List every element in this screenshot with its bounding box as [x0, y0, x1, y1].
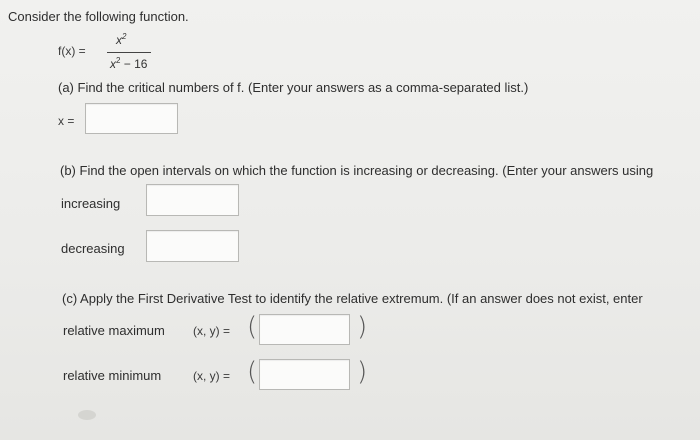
- relative-maximum-label: relative maximum: [63, 323, 165, 338]
- relative-maximum-input[interactable]: [259, 314, 350, 345]
- denominator-base: x: [110, 57, 116, 71]
- relative-minimum-input[interactable]: [259, 359, 350, 390]
- part-c-prompt: (c) Apply the First Derivative Test to identify the relative extremum. (If an answer does not exist, enter: [62, 291, 643, 306]
- denominator-rest: − 16: [120, 57, 148, 71]
- numerator-exponent: 2: [122, 32, 127, 41]
- numerator-base: x: [116, 33, 122, 47]
- relative-maximum-open-paren: (: [247, 312, 258, 342]
- relative-minimum-close-paren: ): [357, 357, 368, 387]
- decreasing-label: decreasing: [61, 241, 125, 256]
- critical-numbers-input[interactable]: [85, 103, 178, 134]
- decreasing-input[interactable]: [146, 230, 239, 262]
- increasing-label: increasing: [61, 196, 121, 211]
- increasing-input[interactable]: [146, 184, 239, 216]
- relative-minimum-label: relative minimum: [63, 368, 162, 383]
- function-numerator: [116, 33, 126, 47]
- relative-maximum-close-paren: ): [357, 312, 368, 342]
- relative-minimum-xy-label: (x, y) =: [193, 369, 231, 383]
- part-a-prompt: (a) Find the critical numbers of f. (Enter your answers as a comma-separated list.): [58, 80, 529, 95]
- intro-text: Consider the following function.: [8, 9, 189, 24]
- fraction-bar: [107, 52, 151, 53]
- screen-smudge: [78, 410, 96, 420]
- denominator-exponent: 2: [116, 56, 121, 65]
- function-lhs: f(x) =: [58, 44, 86, 58]
- critical-numbers-label: x =: [58, 114, 75, 128]
- part-b-prompt: (b) Find the open intervals on which the function is increasing or decreasing. (Enter your answers using: [60, 163, 654, 178]
- relative-maximum-xy-label: (x, y) =: [193, 324, 231, 338]
- function-denominator: [110, 57, 147, 71]
- relative-minimum-open-paren: (: [247, 357, 258, 387]
